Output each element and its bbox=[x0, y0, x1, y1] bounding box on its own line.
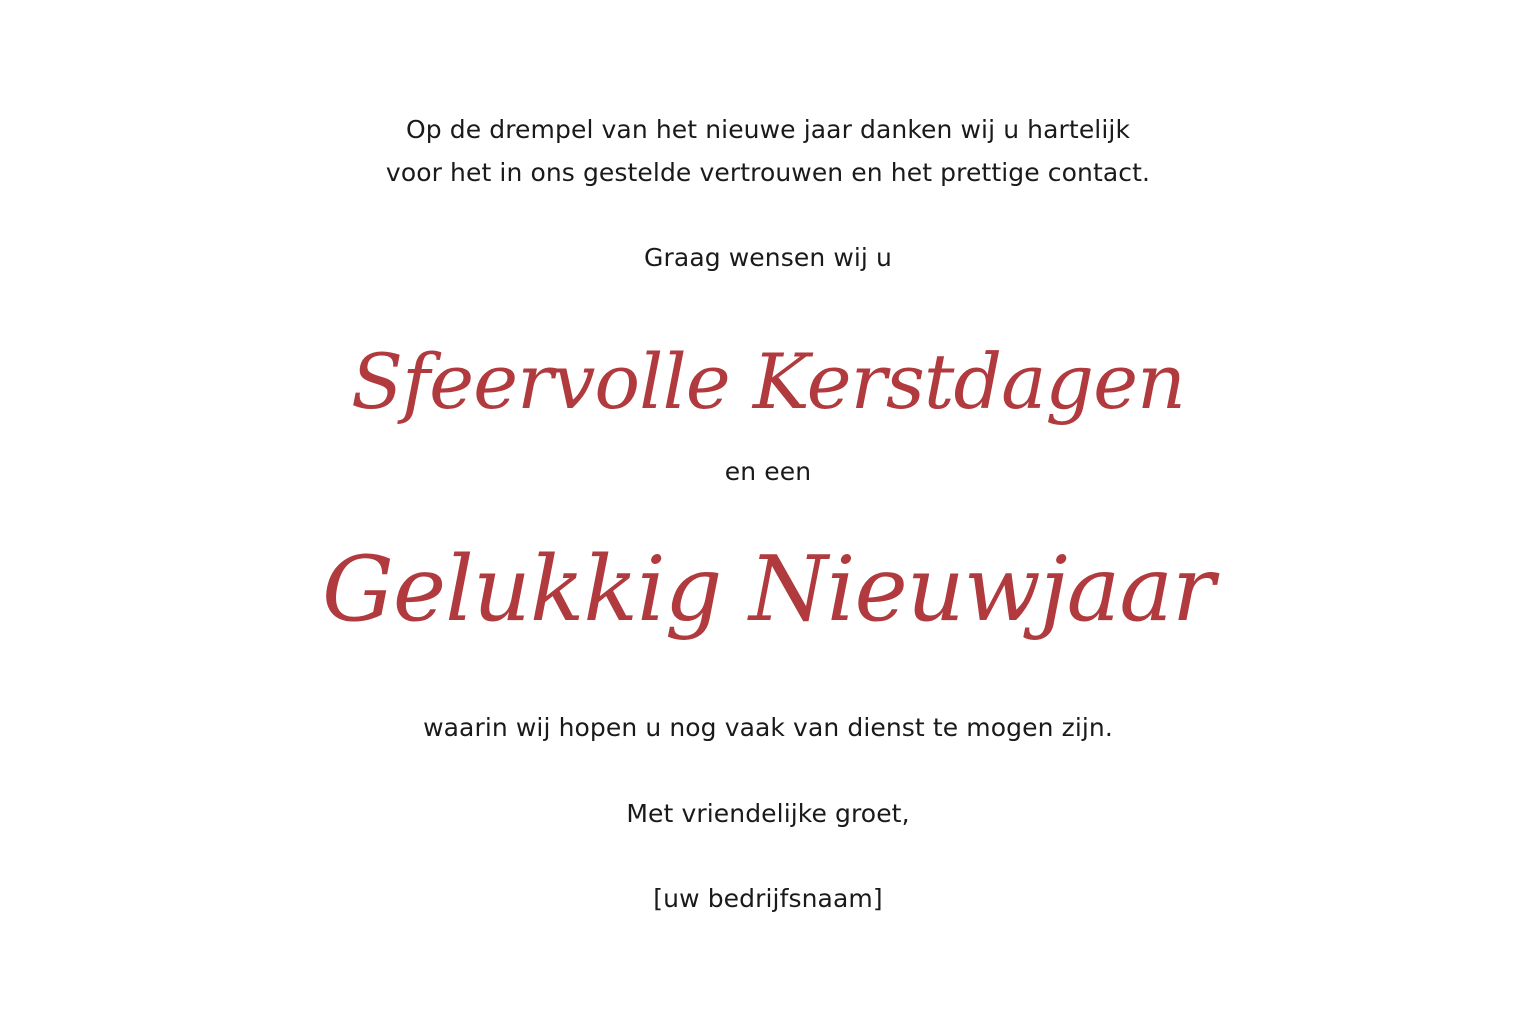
intro-paragraph bbox=[0, 108, 1536, 194]
greeting-christmas: Sfeervolle Kerstdagen bbox=[350, 337, 1186, 426]
sign-off-text: Met vriendelijke groet, bbox=[626, 799, 910, 828]
intro-line-2: voor het in ons gestelde vertrouwen en het prettige contact. bbox=[385, 158, 1151, 187]
intro-line-1: Op de drempel van het nieuwe jaar danken wij u hartelijk bbox=[405, 115, 1131, 144]
wish-lead-text: Graag wensen wij u bbox=[644, 243, 892, 272]
greeting-new-year: Gelukkig Nieuwjaar bbox=[321, 537, 1215, 642]
company-name-placeholder: [uw bedrijfsnaam] bbox=[653, 884, 883, 913]
closing-sentence: waarin wij hopen u nog vaak van dienst te mogen zijn. bbox=[423, 713, 1113, 742]
connector-text: en een bbox=[724, 457, 812, 486]
